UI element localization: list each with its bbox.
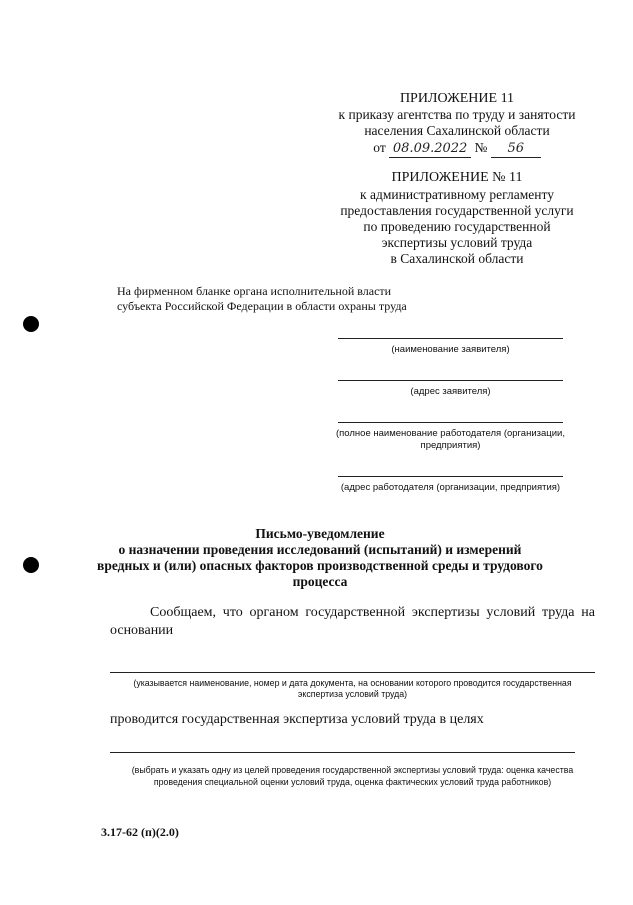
- date-prefix: от: [373, 140, 386, 155]
- letter-title: [90, 526, 550, 590]
- form-code: 3.17-62 (п)(2.0): [101, 825, 179, 839]
- employer-address-line[interactable]: [338, 476, 563, 477]
- paragraph-basis-line-2: основании: [110, 623, 174, 638]
- punch-hole-bottom: [23, 557, 39, 573]
- applicant-name-line[interactable]: [338, 338, 563, 339]
- basis-document-caption: [110, 678, 595, 700]
- order-line-2: населения Сахалинской области: [364, 123, 550, 138]
- appendix2-title: ПРИЛОЖЕНИЕ № 11: [391, 170, 523, 185]
- number-value: 56: [491, 141, 541, 158]
- appendix-block: [322, 170, 592, 267]
- appendix2-line: по проведению государственной: [363, 219, 551, 234]
- order-date-line: [322, 140, 592, 158]
- applicant-name-caption: (наименование заявителя): [391, 344, 510, 355]
- appendix2-line: предоставления государственной услуги: [340, 203, 574, 218]
- number-prefix: №: [474, 140, 488, 155]
- employer-name-caption-line-2: предприятия): [420, 440, 481, 451]
- letterhead-note: [117, 284, 407, 314]
- paragraph-purpose: проводится государственная экспертиза условий труда в целях: [110, 712, 484, 727]
- letter-title-line-3: вредных и (или) опасных факторов производственной среды и трудового: [97, 558, 543, 573]
- appendix2-line: экспертизы условий труда: [381, 235, 533, 250]
- employer-name-line[interactable]: [338, 422, 563, 423]
- letter-title-line-2: о назначении проведения исследований (испытаний) и измерений: [118, 542, 522, 557]
- employer-name-caption-line-1: (полное наименование работодателя (организации,: [336, 428, 565, 439]
- letterhead-line-1: На фирменном бланке органа исполнительной власти: [117, 284, 392, 298]
- header-block: [322, 91, 592, 158]
- employer-name-caption: [328, 428, 573, 452]
- paragraph-basis-line-1: Сообщаем, что органом государственной экспертизы условий труда на: [150, 605, 595, 620]
- applicant-address-line[interactable]: [338, 380, 563, 381]
- order-line-1: к приказу агентства по труду и занятости: [338, 107, 576, 122]
- paragraph-basis: [110, 604, 595, 640]
- purpose-caption: [106, 764, 599, 788]
- purpose-line[interactable]: [110, 752, 575, 753]
- purpose-caption-line-2: проведения специальной оценки условий труда, оценка фактических условий труда работников): [153, 777, 552, 787]
- letter-title-line-4: процесса: [292, 574, 348, 589]
- purpose-caption-line-1: (выбрать и указать одну из целей проведения государственной экспертизы условий труда: оценка качества: [131, 765, 574, 775]
- letterhead-line-2: субъекта Российской Федерации в области охраны труда: [117, 299, 407, 313]
- appendix2-line: в Сахалинской области: [390, 251, 524, 266]
- date-value: 08.09.2022: [389, 141, 471, 158]
- basis-caption-line-1: (указывается наименование, номер и дата документа, на основании которого проводится государственная: [133, 678, 572, 688]
- basis-document-line[interactable]: [110, 672, 595, 673]
- basis-caption-line-2: экспертиза условий труда): [297, 689, 408, 699]
- letter-title-line-1: Письмо-уведомление: [255, 526, 385, 541]
- applicant-address-caption: (адрес заявителя): [410, 386, 491, 397]
- appendix-title: ПРИЛОЖЕНИЕ 11: [399, 91, 515, 106]
- employer-address-caption: (адрес работодателя (организации, предприятия): [340, 482, 561, 493]
- appendix2-line: к административному регламенту: [360, 187, 554, 202]
- punch-hole-top: [23, 316, 39, 332]
